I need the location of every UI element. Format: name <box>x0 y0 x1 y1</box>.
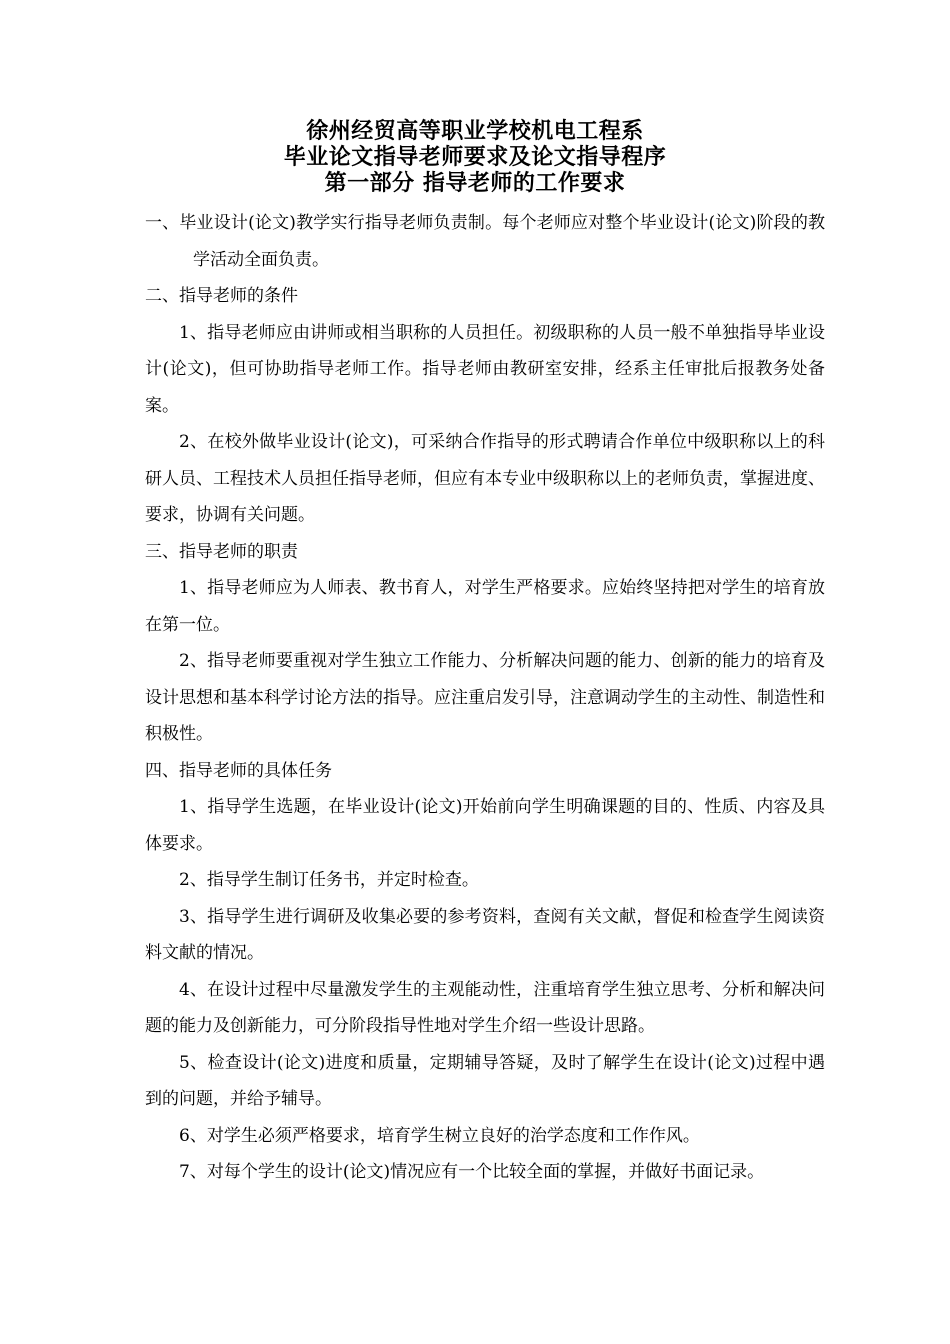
section-4-paragraph-7: 7、对每个学生的设计(论文)情况应有一个比较全面的掌握，并做好书面记录。 <box>179 1162 765 1182</box>
document-main-title: 毕业论文指导老师要求及论文指导程序 <box>283 144 667 170</box>
section-3-heading: 三、指导老师的职责 <box>145 541 298 562</box>
section-2-paragraph-1: 1、指导老师应由讲师或相当职称的人员担任。初级职称的人员一般不单独指导毕业设计(论文)，但可协助指导老师工作。指导老师由教研室安排，经系主任审批后报教务处备案。 <box>145 322 825 416</box>
section-4-paragraph-5: 5、检查设计(论文)进度和质量，定期辅导答疑，及时了解学生在设计(论文)过程中遇到的问题，并给予辅导。 <box>145 1052 825 1109</box>
section-2-heading: 二、指导老师的条件 <box>145 286 298 306</box>
document-body <box>145 205 825 1191</box>
section-2-paragraph-2: 2、在校外做毕业设计(论文)，可采纳合作指导的形式聘请合作单位中级职称以上的科研人员、工程技术人员担任指导老师，但应有本专业中级职称以上的老师负责，掌握进度、要求，协调有关问题。 <box>145 432 825 525</box>
section-4-paragraph-4: 4、在设计过程中尽量激发学生的主观能动性，注重培育学生独立思考、分析和解决问题的能力及创新能力，可分阶段指导性地对学生介绍一些设计思路。 <box>145 979 825 1036</box>
section-4-paragraph-6: 6、对学生必须严格要求，培育学生树立良好的治学态度和工作作风。 <box>179 1125 700 1146</box>
part-one-title: 第一部分 指导老师的工作要求 <box>324 170 626 196</box>
section-4-paragraph-2: 2、指导学生制订任务书，并定时检查。 <box>179 870 479 890</box>
section-4-paragraph-3: 3、指导学生进行调研及收集必要的参考资料，查阅有关文献，督促和检查学生阅读资料文献的情况。 <box>145 906 825 963</box>
school-department-title: 徐州经贸高等职业学校机电工程系 <box>306 118 644 144</box>
section-4-heading: 四、指导老师的具体任务 <box>145 760 332 781</box>
section-4-paragraph-1: 1、指导学生选题，在毕业设计(论文)开始前向学生明确课题的目的、性质、内容及具体要求。 <box>145 797 825 854</box>
section-1-heading: 一、毕业设计(论文)教学实行指导老师负责制。每个老师应对整个毕业设计(论文)阶段的教学活动全面负责。 <box>145 213 825 270</box>
section-3-paragraph-2: 2、指导老师要重视对学生独立工作能力、分析解决问题的能力、创新的能力的培育及设计思想和基本科学讨论方法的指导。应注重启发引导，注意调动学生的主动性、制造性和积极性。 <box>145 651 825 744</box>
section-3-paragraph-1: 1、指导老师应为人师表、教书育人，对学生严格要求。应始终坚持把对学生的培育放在第一位。 <box>145 578 825 635</box>
document-title-block <box>0 118 950 196</box>
